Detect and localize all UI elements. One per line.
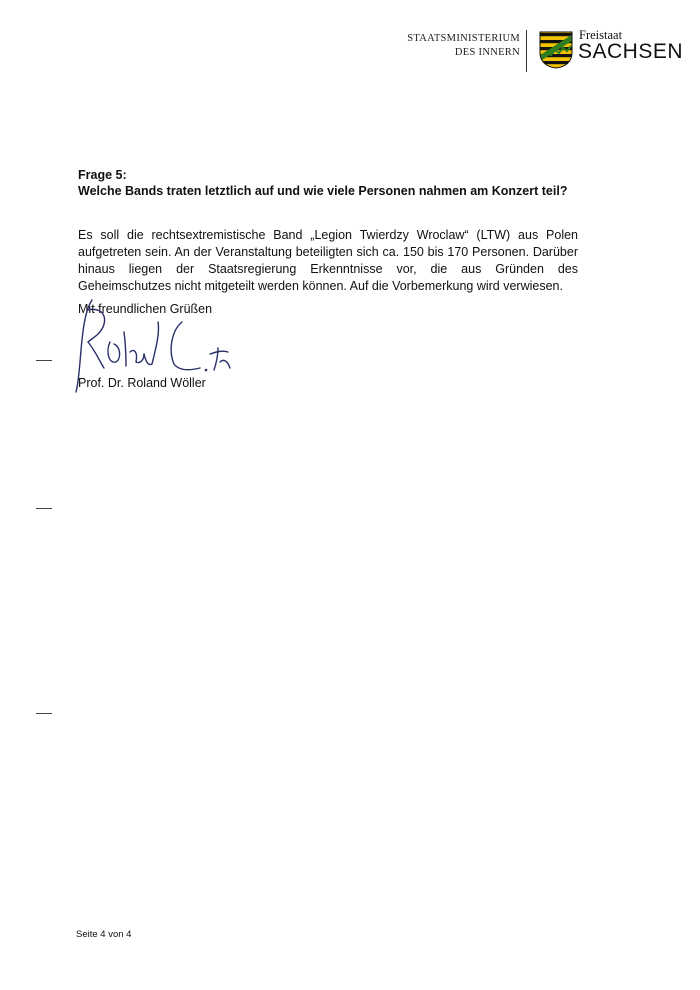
question-block [78,167,578,199]
fold-mark-top [36,360,52,361]
state-label-large: SACHSEN [578,40,684,63]
ministry-name [407,32,520,60]
signer-name: Prof. Dr. Roland Wöller [78,376,206,390]
header-divider [526,30,527,72]
saxony-crest-icon [539,31,573,69]
page-number: Seite 4 von 4 [76,929,132,940]
closing-greeting: Mit freundlichen Grüßen [78,302,213,316]
ministry-line-1: STAATSMINISTERIUM [407,33,520,44]
question-label: Frage 5: [78,168,127,182]
ministry-line-2: DES INNERN [454,47,520,58]
question-text: Welche Bands traten letztlich auf und wie viele Personen nahmen am Konzert teil? [78,184,568,198]
answer-paragraph: Es soll die rechtsextremistische Band „Legion Twierdzy Wroclaw“ (LTW) aus Polen aufgetreten sein. An der Veranstaltung beteiligten sich ca. 150 bis 170 Personen. Darüber hinaus liegen der Staatsregierung Erkenntnisse vor, die aus Gründen des Geheimschutzes nicht mitgeteilt werden können. Auf die Vorbemerkung wird verwiesen. [78,228,578,293]
fold-mark-middle [36,508,52,509]
state-label-small: Freistaat [579,28,623,42]
fold-mark-bottom [36,713,52,714]
